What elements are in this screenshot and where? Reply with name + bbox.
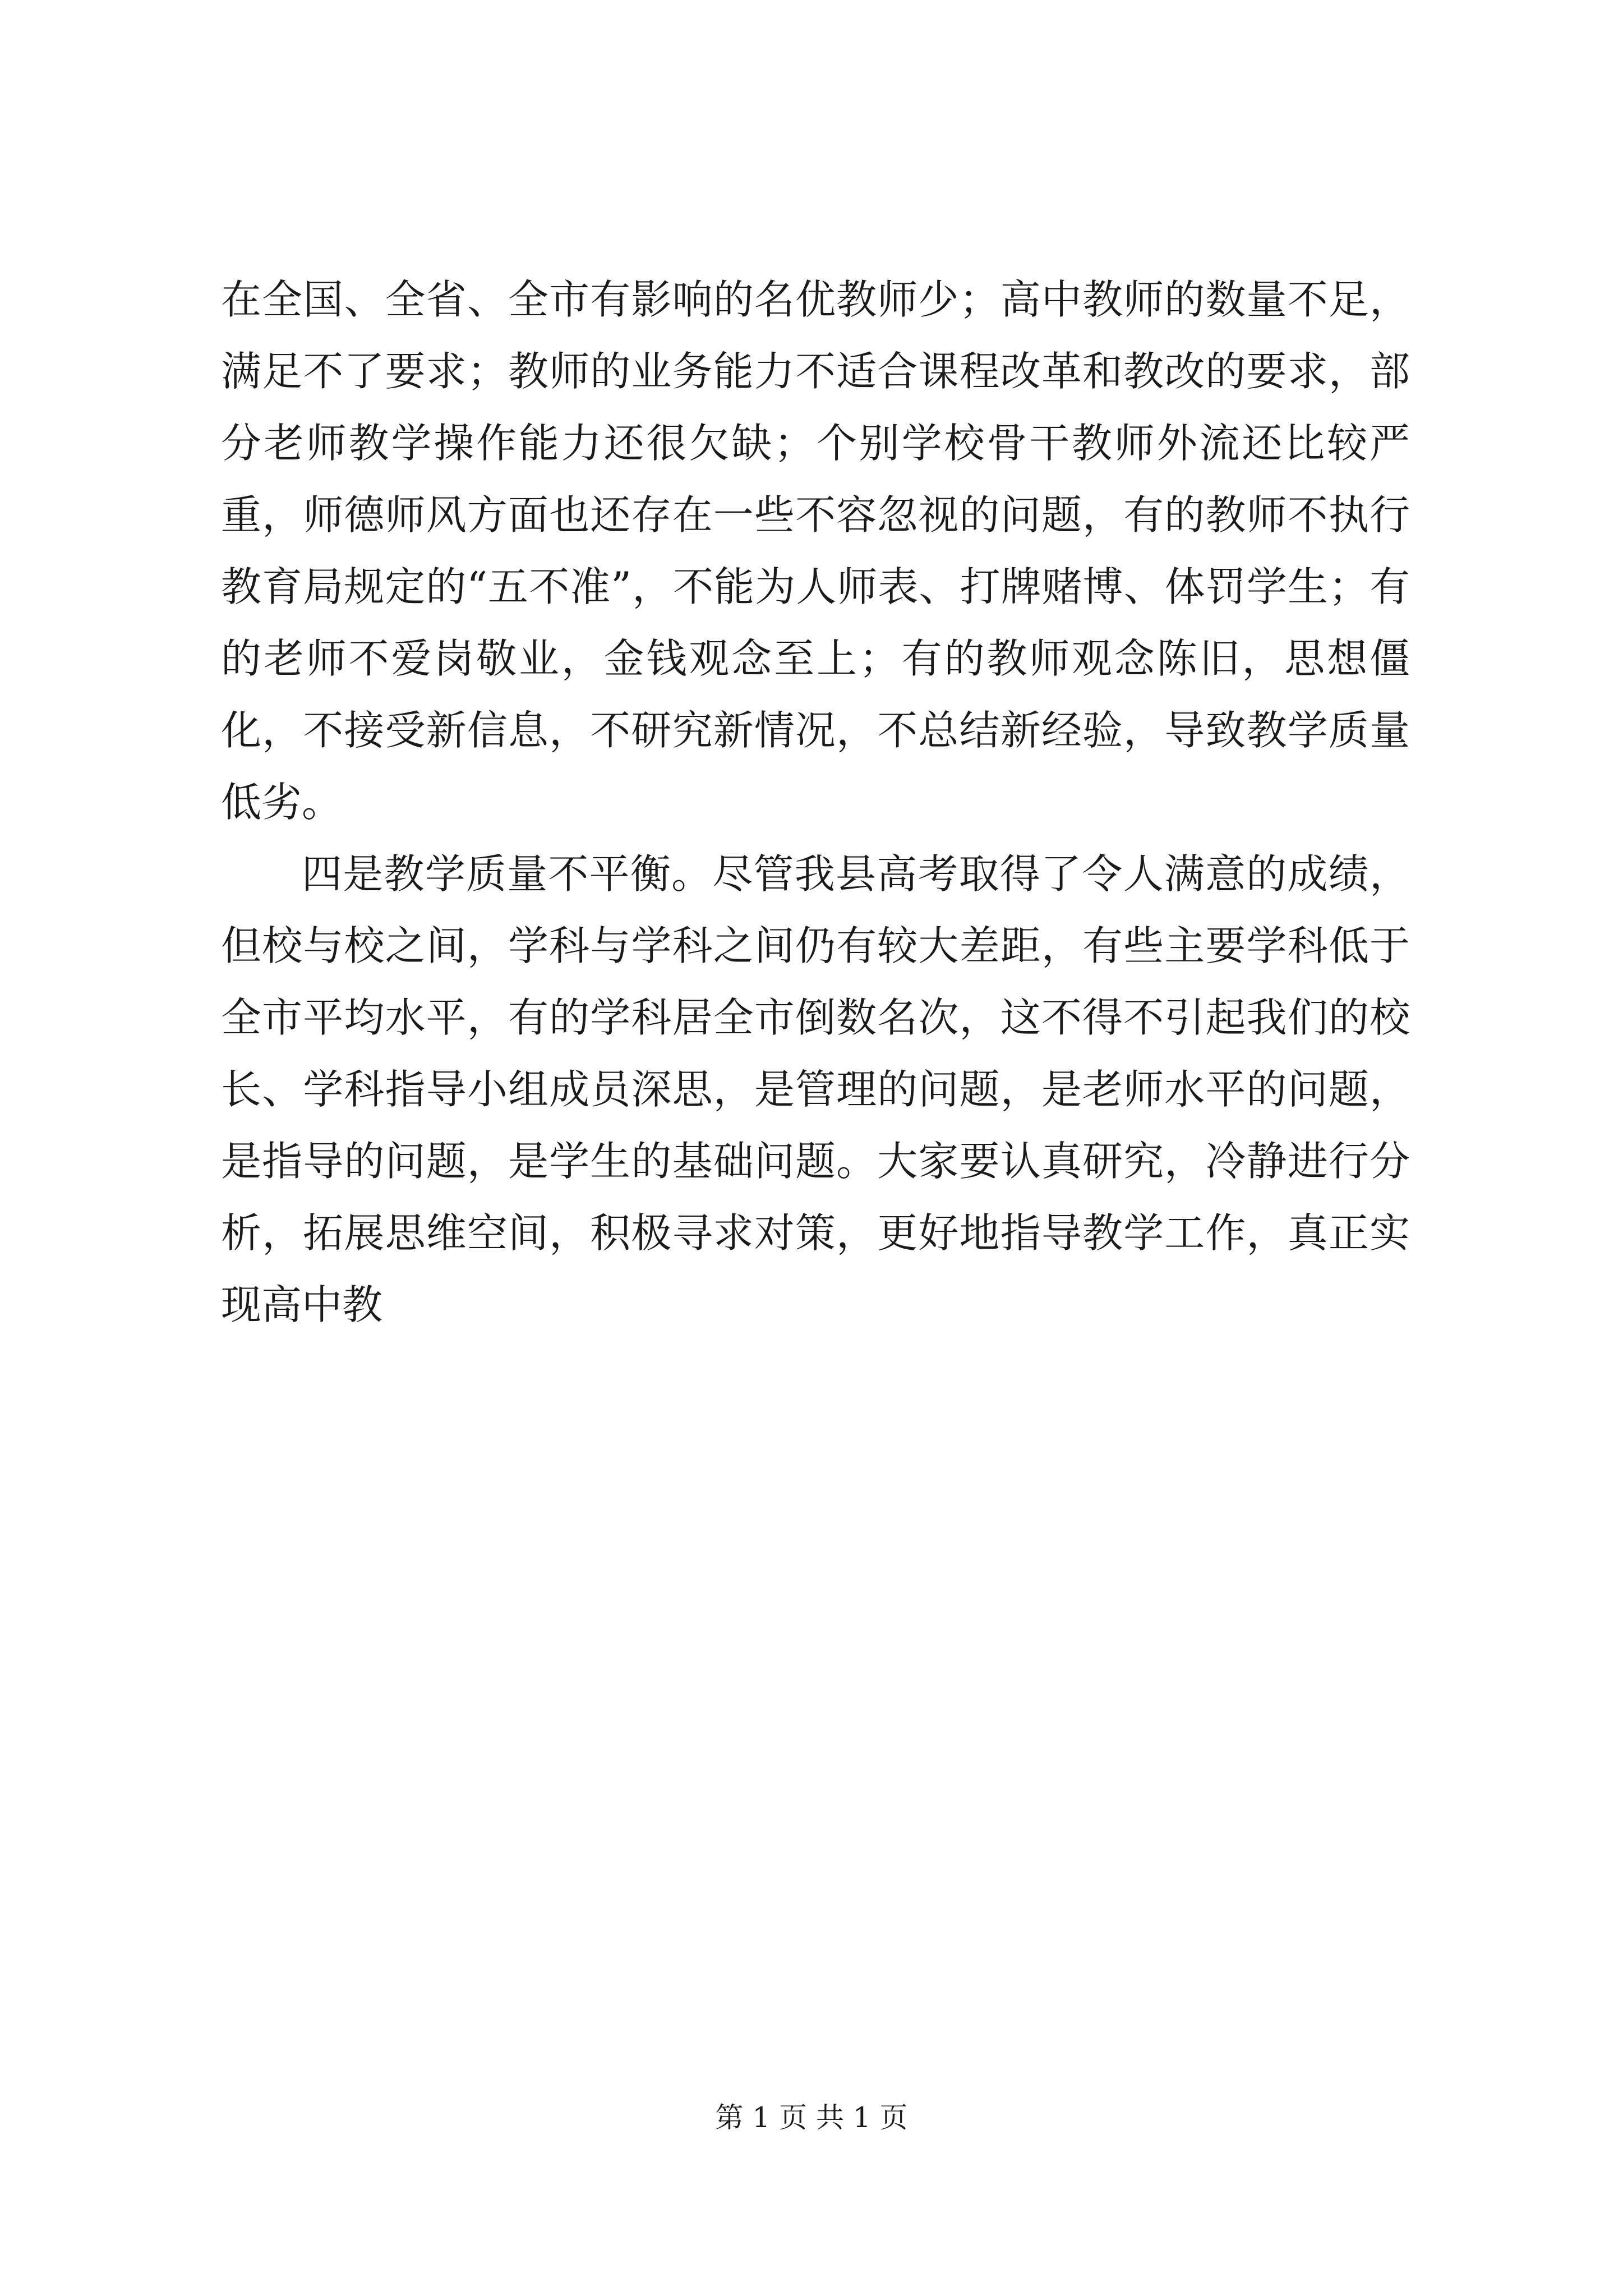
paragraph-continuation: 在全国、全省、全市有影响的名优教师少；高中教师的数量不足，满足不了要求；教师的业务能力不适合课程改革和教改的要求，部分老师教学操作能力还很欠缺；个别学校骨干教师外流还比较严重，师德师风方面也还存在一些不容忽视的问题，有的教师不执行教育局规定的“五不准”，不能为人师表、打牌赌博、体罚学生；有的老师不爱岗敬业，金钱观念至上；有的教师观念陈旧，思想僵化，不接受新信息，不研究新情况，不总结新经验，导致教学质量低劣。 bbox=[221, 276, 1410, 826]
paragraph-teaching-quality: 四是教学质量不平衡。尽管我县高考取得了令人满意的成绩，但校与校之间，学科与学科之间仍有较大差距，有些主要学科低于全市平均水平，有的学科居全市倒数名次，这不得不引起我们的校长、学科指导小组成员深思，是管理的问题，是老师水平的问题，是指导的问题，是学生的基础问题。大家要认真研究，冷静进行分析，拓展思维空间，积极寻求对策，更好地指导教学工作，真正实现高中教 bbox=[221, 850, 1410, 1328]
document-body bbox=[221, 264, 1410, 1341]
page-footer: 第 1 页 共 1 页 bbox=[715, 2101, 908, 2134]
